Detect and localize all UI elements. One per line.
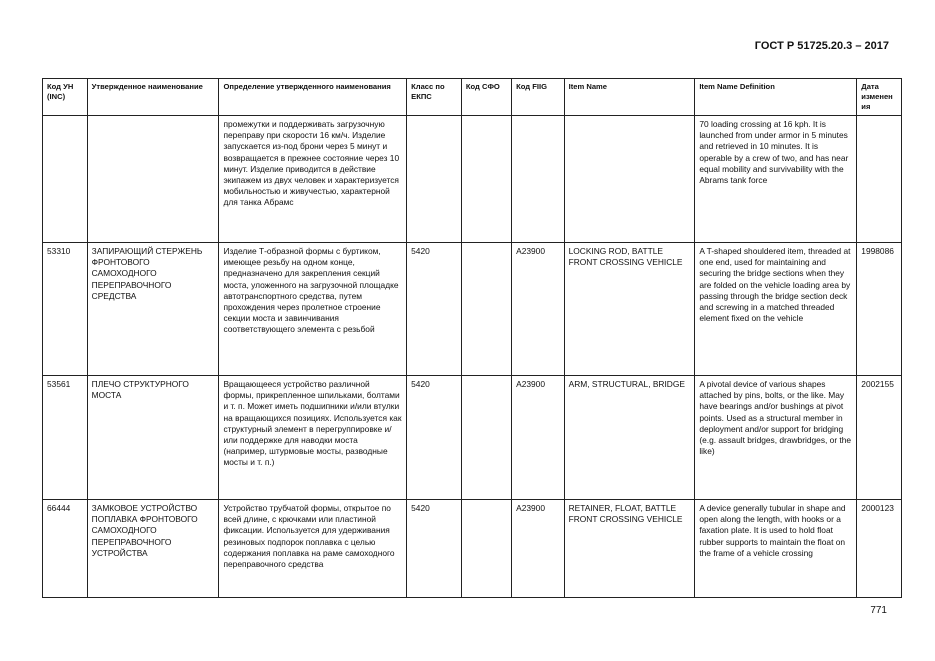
cell-definition: промежутки и поддерживать загрузочную переправу при скорости 16 км/ч. Изделие запускается из-под брони через 5 минут и возвращается в прежнее состояние через 10 минут. Изделие приводится в действие экипажем из двух человек и характеризуется мобильностью и живучестью, характерной для танка Абрамс bbox=[219, 116, 407, 243]
column-header-item-name: Item Name bbox=[564, 79, 695, 116]
column-header-approved-name: Утвержденное наименование bbox=[87, 79, 219, 116]
specification-table bbox=[42, 78, 902, 598]
table-row bbox=[43, 243, 902, 376]
cell-fiig-code bbox=[512, 116, 565, 243]
cell-ekps-class: 5420 bbox=[407, 243, 462, 376]
cell-approved-name bbox=[87, 116, 219, 243]
table-row bbox=[43, 500, 902, 598]
cell-definition: Устройство трубчатой формы, открытое по всей длине, с крючками или пластиной фиксации. Используется для удерживания резиновых подпорок поплавка с целью содержания поплавка на раме самоходного переправочного средства bbox=[219, 500, 407, 598]
cell-code: 53310 bbox=[43, 243, 88, 376]
cell-fiig-code: A23900 bbox=[512, 500, 565, 598]
column-header-change-date: Дата изменения bbox=[857, 79, 902, 116]
cell-item-definition: A pivotal device of various shapes attached by pins, bolts, or the like. May have bearings and/or bushings at pivot points. Used as a structural member in deployment and/or support for bridging (e.g. assault bridges, drawbridges, or the like) bbox=[695, 376, 857, 500]
cell-ekps-class: 5420 bbox=[407, 376, 462, 500]
cell-approved-name: ПЛЕЧО СТРУКТУРНОГО МОСТА bbox=[87, 376, 219, 500]
cell-fiig-code: A23900 bbox=[512, 376, 565, 500]
cell-definition: Изделие Т-образной формы с буртиком, имеющее резьбу на одном конце, предназначено для закрепления секций моста, уложенного на загрузочной площадке автотранспортного средства, путем прохождения через пролетное строение секции моста и завинчивания соответствующего элемента с резьбой bbox=[219, 243, 407, 376]
cell-sfo-code bbox=[461, 243, 511, 376]
cell-item-name: LOCKING ROD, BATTLE FRONT CROSSING VEHICLE bbox=[564, 243, 695, 376]
cell-definition: Вращающееся устройство различной формы, прикрепленное шпильками, болтами и т. п. Может иметь подшипники и/или втулки на вращающихся позициях. Используется как структурный элемент в перегруппировке и/или поддержке для наводки моста (например, штурмовые мосты, разводные мосты и т. п.) bbox=[219, 376, 407, 500]
cell-item-name: RETAINER, FLOAT, BATTLE FRONT CROSSING VEHICLE bbox=[564, 500, 695, 598]
table-row bbox=[43, 376, 902, 500]
cell-change-date: 2002155 bbox=[857, 376, 902, 500]
column-header-code: Код УН (INC) bbox=[43, 79, 88, 116]
cell-sfo-code bbox=[461, 376, 511, 500]
cell-sfo-code bbox=[461, 500, 511, 598]
cell-change-date: 2000123 bbox=[857, 500, 902, 598]
table-row bbox=[43, 116, 902, 243]
cell-fiig-code: A23900 bbox=[512, 243, 565, 376]
column-header-ekps-class: Класс по ЕКПС bbox=[407, 79, 462, 116]
cell-ekps-class: 5420 bbox=[407, 500, 462, 598]
page-number: 771 bbox=[870, 605, 887, 616]
column-header-definition: Определение утвержденного наименования bbox=[219, 79, 407, 116]
cell-item-name bbox=[564, 116, 695, 243]
column-header-item-name-definition: Item Name Definition bbox=[695, 79, 857, 116]
cell-item-definition: A device generally tubular in shape and open along the length, with hooks or a faxation plate. It is used to hold float rubber supports to maintain the float on the frame of a vehicle crossing bbox=[695, 500, 857, 598]
cell-change-date bbox=[857, 116, 902, 243]
cell-code: 66444 bbox=[43, 500, 88, 598]
column-header-fiig-code: Код FIIG bbox=[512, 79, 565, 116]
cell-code bbox=[43, 116, 88, 243]
cell-approved-name: ЗАМКОВОЕ УСТРОЙСТВО ПОПЛАВКА ФРОНТОВОГО САМОХОДНОГО ПЕРЕПРАВОЧНОГО УСТРОЙСТВА bbox=[87, 500, 219, 598]
column-header-sfo-code: Код СФО bbox=[461, 79, 511, 116]
cell-approved-name: ЗАПИРАЮЩИЙ СТЕРЖЕНЬ ФРОНТОВОГО САМОХОДНОГО ПЕРЕПРАВОЧНОГО СРЕДСТВА bbox=[87, 243, 219, 376]
cell-item-definition: A T-shaped shouldered item, threaded at one end, used for maintaining and securing the bridge sections when they are folded on the vehicle loading area by passing through the bridge section deck and screwing in a matched threaded element fixed on the vehicle bbox=[695, 243, 857, 376]
cell-code: 53561 bbox=[43, 376, 88, 500]
cell-sfo-code bbox=[461, 116, 511, 243]
table-header-row bbox=[43, 79, 902, 116]
cell-change-date: 1998086 bbox=[857, 243, 902, 376]
document-standard-number: ГОСТ Р 51725.20.3 – 2017 bbox=[754, 40, 889, 52]
cell-ekps-class bbox=[407, 116, 462, 243]
cell-item-name: ARM, STRUCTURAL, BRIDGE bbox=[564, 376, 695, 500]
cell-item-definition: 70 loading crossing at 16 kph. It is launched from under armor in 5 minutes and retrieved in 10 minutes. It is operable by a crew of two, and has near equal mobility and survivability with the Abrams tank force bbox=[695, 116, 857, 243]
